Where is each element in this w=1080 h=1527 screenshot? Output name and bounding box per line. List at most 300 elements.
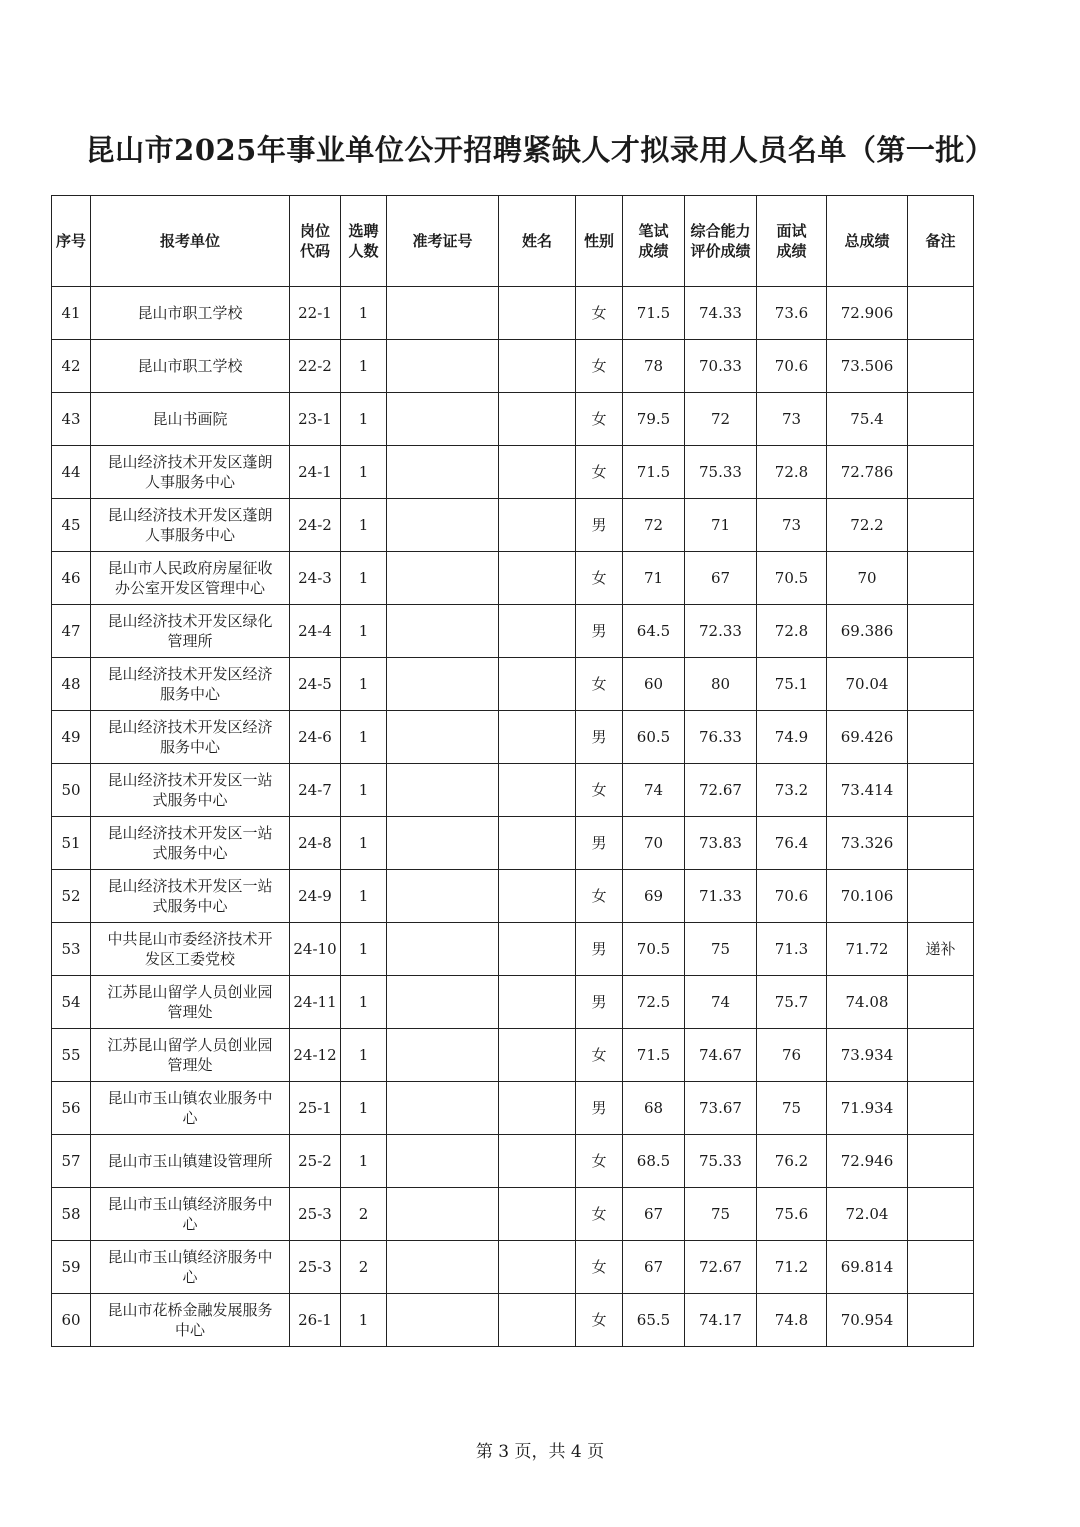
cell-remark (908, 499, 974, 552)
table-row (52, 287, 974, 340)
cell-hire: 1 (341, 1135, 387, 1188)
table-row (52, 1082, 974, 1135)
cell-name (499, 1082, 576, 1135)
cell-code: 24-12 (290, 1029, 341, 1082)
cell-hire: 1 (341, 287, 387, 340)
cell-ticket (387, 552, 499, 605)
cell-total: 71.934 (827, 1082, 908, 1135)
cell-interview: 75.6 (757, 1188, 827, 1241)
cell-unit (91, 976, 290, 1029)
cell-written: 70.5 (623, 923, 685, 976)
cell-total: 69.386 (827, 605, 908, 658)
cell-ticket (387, 817, 499, 870)
unit-line: 中心 (174, 1321, 205, 1339)
unit-line: 昆山经济技术开发区经济 (107, 718, 273, 736)
cell-code: 24-1 (290, 446, 341, 499)
cell-ticket (387, 340, 499, 393)
cell-interview: 72.8 (757, 605, 827, 658)
cell-ticket (387, 976, 499, 1029)
table-row (52, 923, 974, 976)
cell-written: 79.5 (623, 393, 685, 446)
cell-gender: 男 (576, 976, 623, 1029)
table-row (52, 605, 974, 658)
cell-hire: 1 (341, 1294, 387, 1347)
table-row (52, 1135, 974, 1188)
unit-line: 昆山经济技术开发区蓬朗 (107, 506, 273, 524)
cell-remark (908, 1241, 974, 1294)
cell-code: 22-2 (290, 340, 341, 393)
cell-written: 71.5 (623, 446, 685, 499)
cell-gender: 女 (576, 1188, 623, 1241)
cell-seq: 50 (52, 764, 91, 817)
cell-ticket (387, 658, 499, 711)
header-total: 总成绩 (827, 196, 908, 287)
cell-hire: 1 (341, 976, 387, 1029)
cell-interview: 74.9 (757, 711, 827, 764)
cell-gender: 女 (576, 870, 623, 923)
header-code: 岗位 代码 (290, 196, 341, 287)
cell-unit (91, 446, 290, 499)
cell-interview: 76.2 (757, 1135, 827, 1188)
cell-hire: 1 (341, 764, 387, 817)
cell-seq: 42 (52, 340, 91, 393)
unit-line: 人事服务中心 (144, 526, 235, 544)
cell-gender: 女 (576, 552, 623, 605)
cell-remark (908, 393, 974, 446)
cell-seq: 53 (52, 923, 91, 976)
unit-line: 心 (182, 1268, 198, 1286)
cell-ticket (387, 711, 499, 764)
cell-interview: 73.2 (757, 764, 827, 817)
cell-ticket (387, 1188, 499, 1241)
header-ticket: 准考证号 (387, 196, 499, 287)
cell-seq: 47 (52, 605, 91, 658)
cell-seq: 60 (52, 1294, 91, 1347)
cell-interview: 71.2 (757, 1241, 827, 1294)
table-row (52, 1241, 974, 1294)
unit-line: 昆山经济技术开发区一站 (107, 824, 273, 842)
unit-line: 心 (182, 1215, 198, 1233)
cell-written: 74 (623, 764, 685, 817)
page-title: 昆山市2025年事业单位公开招聘紧缺人才拟录用人员名单（第一批） (85, 133, 995, 167)
table-row (52, 764, 974, 817)
cell-hire: 1 (341, 446, 387, 499)
cell-written: 68.5 (623, 1135, 685, 1188)
cell-hire: 1 (341, 605, 387, 658)
unit-line: 昆山市玉山镇经济服务中 (107, 1248, 273, 1266)
cell-seq: 51 (52, 817, 91, 870)
cell-hire: 2 (341, 1188, 387, 1241)
cell-hire: 1 (341, 393, 387, 446)
cell-remark (908, 1082, 974, 1135)
table-header-row (52, 196, 974, 287)
cell-code: 22-1 (290, 287, 341, 340)
table-row (52, 1188, 974, 1241)
cell-written: 78 (623, 340, 685, 393)
cell-seq: 41 (52, 287, 91, 340)
unit-line: 发区工委党校 (144, 950, 235, 968)
cell-code: 24-11 (290, 976, 341, 1029)
cell-name (499, 923, 576, 976)
cell-unit (91, 658, 290, 711)
cell-interview: 73 (757, 499, 827, 552)
header-hire: 选聘 人数 (341, 196, 387, 287)
cell-name (499, 605, 576, 658)
cell-ability: 80 (685, 658, 757, 711)
cell-ability: 72 (685, 393, 757, 446)
header-ability: 综合能力 评价成绩 (685, 196, 757, 287)
unit-line: 式服务中心 (152, 791, 228, 809)
cell-unit (91, 1294, 290, 1347)
cell-gender: 女 (576, 764, 623, 817)
cell-hire: 1 (341, 923, 387, 976)
unit-line: 服务中心 (159, 685, 220, 703)
cell-remark (908, 552, 974, 605)
cell-ability: 72.67 (685, 1241, 757, 1294)
cell-gender: 女 (576, 446, 623, 499)
table-row (52, 870, 974, 923)
cell-hire: 1 (341, 552, 387, 605)
cell-interview: 70.5 (757, 552, 827, 605)
cell-code: 23-1 (290, 393, 341, 446)
cell-written: 70 (623, 817, 685, 870)
table-row (52, 499, 974, 552)
cell-ability: 67 (685, 552, 757, 605)
cell-code: 25-3 (290, 1241, 341, 1294)
cell-remark (908, 446, 974, 499)
cell-gender: 男 (576, 923, 623, 976)
cell-written: 68 (623, 1082, 685, 1135)
cell-gender: 女 (576, 340, 623, 393)
cell-name (499, 711, 576, 764)
cell-name (499, 658, 576, 711)
cell-total: 70 (827, 552, 908, 605)
cell-interview: 76 (757, 1029, 827, 1082)
table-row (52, 817, 974, 870)
cell-unit (91, 711, 290, 764)
cell-interview: 71.3 (757, 923, 827, 976)
cell-interview: 75.7 (757, 976, 827, 1029)
page-number: 第 3 页，共 4 页 (475, 1442, 605, 1462)
cell-interview: 75 (757, 1082, 827, 1135)
unit-line: 人事服务中心 (144, 473, 235, 491)
cell-hire: 1 (341, 499, 387, 552)
cell-written: 60 (623, 658, 685, 711)
unit-line: 昆山经济技术开发区经济 (107, 665, 273, 683)
cell-name (499, 287, 576, 340)
cell-remark (908, 1188, 974, 1241)
cell-gender: 男 (576, 817, 623, 870)
cell-ability: 74.33 (685, 287, 757, 340)
unit-line: 昆山市人民政府房屋征收 (107, 559, 273, 577)
cell-remark (908, 1135, 974, 1188)
cell-name (499, 817, 576, 870)
cell-unit (91, 552, 290, 605)
cell-total: 73.326 (827, 817, 908, 870)
unit-line: 式服务中心 (152, 844, 228, 862)
unit-line: 服务中心 (159, 738, 220, 756)
cell-hire: 1 (341, 711, 387, 764)
cell-total: 75.4 (827, 393, 908, 446)
cell-unit (91, 1241, 290, 1294)
cell-gender: 女 (576, 658, 623, 711)
cell-total: 72.2 (827, 499, 908, 552)
cell-gender: 男 (576, 499, 623, 552)
unit-line: 心 (182, 1109, 198, 1127)
header-seq: 序号 (52, 196, 91, 287)
cell-remark (908, 340, 974, 393)
cell-code: 26-1 (290, 1294, 341, 1347)
unit-line: 昆山市职工学校 (137, 304, 243, 322)
cell-gender: 男 (576, 605, 623, 658)
unit-line: 式服务中心 (152, 897, 228, 915)
cell-seq: 49 (52, 711, 91, 764)
cell-code: 24-6 (290, 711, 341, 764)
cell-ability: 73.67 (685, 1082, 757, 1135)
cell-name (499, 976, 576, 1029)
cell-seq: 56 (52, 1082, 91, 1135)
cell-interview: 73.6 (757, 287, 827, 340)
cell-seq: 59 (52, 1241, 91, 1294)
cell-ability: 75.33 (685, 1135, 757, 1188)
cell-unit (91, 605, 290, 658)
unit-line: 昆山书画院 (152, 410, 228, 428)
cell-unit (91, 923, 290, 976)
cell-ticket (387, 287, 499, 340)
cell-remark (908, 870, 974, 923)
cell-remark (908, 711, 974, 764)
unit-line: 江苏昆山留学人员创业园 (107, 1036, 273, 1054)
cell-seq: 57 (52, 1135, 91, 1188)
cell-written: 64.5 (623, 605, 685, 658)
cell-ticket (387, 923, 499, 976)
cell-total: 72.04 (827, 1188, 908, 1241)
cell-ability: 71.33 (685, 870, 757, 923)
cell-code: 24-10 (290, 923, 341, 976)
cell-gender: 女 (576, 1241, 623, 1294)
cell-remark (908, 817, 974, 870)
cell-total: 71.72 (827, 923, 908, 976)
cell-name (499, 499, 576, 552)
cell-seq: 43 (52, 393, 91, 446)
cell-interview: 75.1 (757, 658, 827, 711)
cell-name (499, 870, 576, 923)
cell-code: 25-3 (290, 1188, 341, 1241)
cell-seq: 54 (52, 976, 91, 1029)
table-row (52, 976, 974, 1029)
cell-written: 71.5 (623, 287, 685, 340)
cell-name (499, 1188, 576, 1241)
cell-unit (91, 1082, 290, 1135)
cell-seq: 48 (52, 658, 91, 711)
unit-line: 昆山市玉山镇经济服务中 (107, 1195, 273, 1213)
cell-gender: 女 (576, 393, 623, 446)
cell-unit (91, 393, 290, 446)
unit-line: 昆山市玉山镇农业服务中 (107, 1089, 273, 1107)
cell-ability: 72.67 (685, 764, 757, 817)
cell-remark (908, 658, 974, 711)
cell-ability: 71 (685, 499, 757, 552)
cell-written: 69 (623, 870, 685, 923)
cell-remark (908, 605, 974, 658)
cell-total: 69.426 (827, 711, 908, 764)
cell-total: 69.814 (827, 1241, 908, 1294)
cell-unit (91, 1029, 290, 1082)
cell-ability: 75 (685, 1188, 757, 1241)
table-row (52, 393, 974, 446)
cell-interview: 70.6 (757, 870, 827, 923)
cell-ability: 74 (685, 976, 757, 1029)
cell-code: 25-2 (290, 1135, 341, 1188)
cell-written: 65.5 (623, 1294, 685, 1347)
cell-seq: 58 (52, 1188, 91, 1241)
unit-line: 中共昆山市委经济技术开 (107, 930, 273, 948)
cell-ability: 74.17 (685, 1294, 757, 1347)
header-written: 笔试 成绩 (623, 196, 685, 287)
cell-seq: 44 (52, 446, 91, 499)
cell-ability: 70.33 (685, 340, 757, 393)
header-gender: 性别 (576, 196, 623, 287)
cell-code: 24-4 (290, 605, 341, 658)
cell-code: 24-2 (290, 499, 341, 552)
cell-hire: 1 (341, 340, 387, 393)
header-unit: 报考单位 (91, 196, 290, 287)
cell-name (499, 393, 576, 446)
cell-ability: 76.33 (685, 711, 757, 764)
cell-gender: 女 (576, 1135, 623, 1188)
table-row (52, 446, 974, 499)
cell-written: 60.5 (623, 711, 685, 764)
cell-written: 67 (623, 1188, 685, 1241)
unit-line: 昆山市花桥金融发展服务 (107, 1301, 273, 1319)
unit-line: 昆山经济技术开发区一站 (107, 771, 273, 789)
cell-ability: 74.67 (685, 1029, 757, 1082)
unit-line: 昆山经济技术开发区绿化 (107, 612, 273, 630)
unit-line: 江苏昆山留学人员创业园 (107, 983, 273, 1001)
cell-total: 73.414 (827, 764, 908, 817)
cell-unit (91, 1188, 290, 1241)
cell-name (499, 1241, 576, 1294)
cell-gender: 男 (576, 1082, 623, 1135)
cell-seq: 46 (52, 552, 91, 605)
cell-ticket (387, 499, 499, 552)
cell-hire: 1 (341, 1029, 387, 1082)
cell-gender: 女 (576, 1029, 623, 1082)
cell-ticket (387, 1294, 499, 1347)
cell-ability: 73.83 (685, 817, 757, 870)
cell-name (499, 1029, 576, 1082)
cell-name (499, 1135, 576, 1188)
table-row (52, 340, 974, 393)
cell-ticket (387, 605, 499, 658)
cell-seq: 55 (52, 1029, 91, 1082)
cell-ticket (387, 1082, 499, 1135)
cell-unit (91, 1135, 290, 1188)
cell-unit (91, 817, 290, 870)
cell-code: 24-3 (290, 552, 341, 605)
cell-remark (908, 1294, 974, 1347)
cell-name (499, 446, 576, 499)
cell-remark (908, 287, 974, 340)
cell-remark (908, 1029, 974, 1082)
cell-total: 70.04 (827, 658, 908, 711)
unit-line: 管理处 (167, 1056, 213, 1074)
cell-gender: 女 (576, 287, 623, 340)
cell-code: 24-7 (290, 764, 341, 817)
cell-interview: 73 (757, 393, 827, 446)
cell-code: 24-5 (290, 658, 341, 711)
cell-code: 24-9 (290, 870, 341, 923)
cell-written: 72.5 (623, 976, 685, 1029)
cell-gender: 女 (576, 1294, 623, 1347)
cell-seq: 52 (52, 870, 91, 923)
cell-unit (91, 870, 290, 923)
cell-name (499, 1294, 576, 1347)
cell-ability: 75 (685, 923, 757, 976)
cell-written: 71.5 (623, 1029, 685, 1082)
table-row (52, 1294, 974, 1347)
table-row (52, 658, 974, 711)
cell-total: 74.08 (827, 976, 908, 1029)
cell-written: 71 (623, 552, 685, 605)
cell-total: 73.506 (827, 340, 908, 393)
unit-line: 昆山经济技术开发区蓬朗 (107, 453, 273, 471)
cell-code: 24-8 (290, 817, 341, 870)
cell-total: 70.106 (827, 870, 908, 923)
cell-hire: 1 (341, 1082, 387, 1135)
candidate-table (51, 195, 974, 1347)
cell-interview: 74.8 (757, 1294, 827, 1347)
cell-hire: 1 (341, 658, 387, 711)
unit-line: 昆山市玉山镇建设管理所 (107, 1152, 273, 1170)
cell-ticket (387, 1241, 499, 1294)
cell-gender: 男 (576, 711, 623, 764)
cell-remark (908, 976, 974, 1029)
cell-unit (91, 499, 290, 552)
cell-hire: 1 (341, 870, 387, 923)
unit-line: 昆山经济技术开发区一站 (107, 877, 273, 895)
cell-ticket (387, 764, 499, 817)
cell-seq: 45 (52, 499, 91, 552)
table-row (52, 1029, 974, 1082)
cell-total: 72.906 (827, 287, 908, 340)
cell-hire: 1 (341, 817, 387, 870)
cell-ticket (387, 1029, 499, 1082)
cell-total: 72.946 (827, 1135, 908, 1188)
cell-ability: 75.33 (685, 446, 757, 499)
cell-hire: 2 (341, 1241, 387, 1294)
cell-ticket (387, 446, 499, 499)
cell-ticket (387, 1135, 499, 1188)
cell-remark (908, 764, 974, 817)
cell-ability: 72.33 (685, 605, 757, 658)
cell-unit (91, 287, 290, 340)
cell-written: 72 (623, 499, 685, 552)
cell-total: 70.954 (827, 1294, 908, 1347)
unit-line: 管理处 (167, 1003, 213, 1021)
cell-interview: 70.6 (757, 340, 827, 393)
cell-remark: 递补 (908, 923, 974, 976)
cell-interview: 76.4 (757, 817, 827, 870)
header-remark: 备注 (908, 196, 974, 287)
unit-line: 昆山市职工学校 (137, 357, 243, 375)
table-row (52, 552, 974, 605)
cell-name (499, 340, 576, 393)
cell-ticket (387, 393, 499, 446)
unit-line: 办公室开发区管理中心 (114, 579, 265, 597)
cell-ticket (387, 870, 499, 923)
cell-unit (91, 340, 290, 393)
